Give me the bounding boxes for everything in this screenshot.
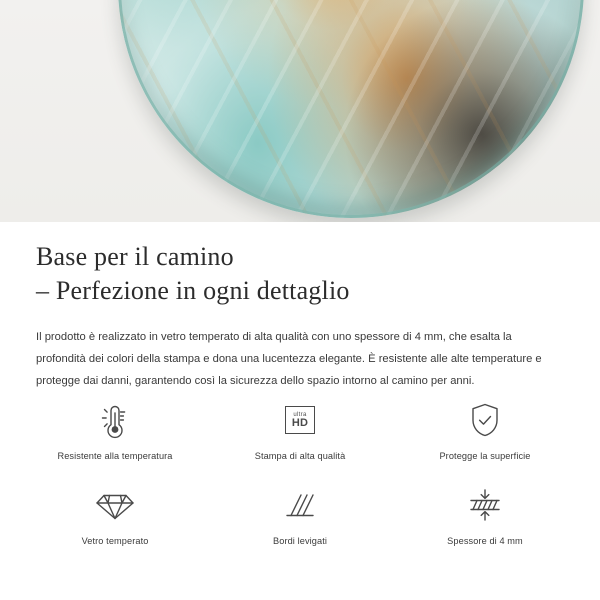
ultra-hd-badge-top: ultra — [293, 411, 307, 418]
feature-temperature-resistant — [24, 398, 206, 461]
feature-row-2 — [24, 483, 576, 546]
feature-high-quality-print — [209, 398, 391, 461]
feature-tempered-glass — [24, 483, 206, 546]
diamond-icon — [96, 483, 134, 527]
page-title — [36, 240, 564, 308]
headline-line-1: Base per il camino — [36, 242, 234, 271]
description-content — [0, 222, 600, 392]
hero-image — [0, 0, 600, 222]
glass-plate-product-image — [118, 0, 584, 218]
feature-label: Vetro temperato — [81, 536, 149, 546]
thermometer-icon — [98, 398, 132, 442]
feature-label: Spessore di 4 mm — [447, 536, 523, 546]
feature-thickness-4mm — [394, 483, 576, 546]
feature-row-1 — [24, 398, 576, 461]
feature-polished-edges — [209, 483, 391, 546]
feature-label: Bordi levigati — [273, 536, 327, 546]
feature-label: Stampa di alta qualità — [254, 451, 346, 461]
description-paragraph: Il prodotto è realizzato in vetro temperato di alta qualità con uno spessore di 4 mm, che esalta la profondità dei colori della stampa e dona una lucentezza elegante. È resistente alle alte temperature e protegge dai danni, garantendo così la sicurezza dello spazio intorno al camino per anni. — [36, 331, 542, 387]
headline-line-2: – Perfezione in ogni dettaglio — [36, 276, 350, 305]
thickness-icon — [466, 483, 504, 527]
feature-grid — [0, 398, 600, 546]
polished-edges-icon — [283, 483, 317, 527]
feature-label: Resistente alla temperatura — [57, 451, 173, 461]
ultra-hd-badge-bottom: HD — [291, 416, 309, 429]
ultra-hd-icon — [285, 398, 315, 442]
feature-label: Protegge la superficie — [439, 451, 531, 461]
bottom-spacer — [0, 574, 600, 600]
feature-surface-protection — [394, 398, 576, 461]
shield-check-icon — [467, 398, 503, 442]
